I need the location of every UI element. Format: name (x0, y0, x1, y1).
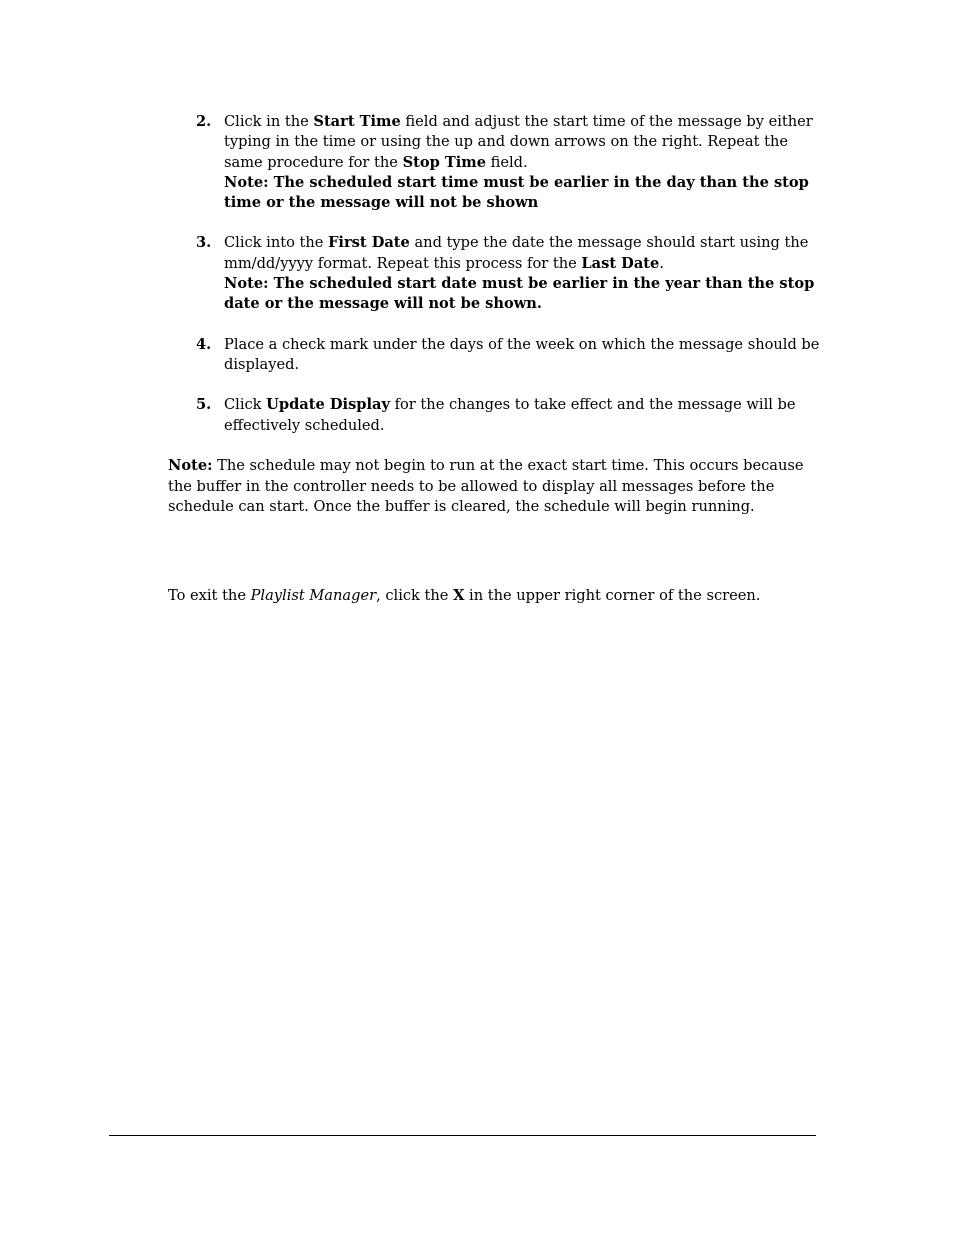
field-name-last-date: Last Date (581, 254, 660, 272)
step-instruction: Place a check mark under the days of the week on which the message should be displayed. (224, 335, 820, 373)
field-name-start-time: Start Time (313, 113, 401, 130)
app-name-playlist-manager: Playlist Manager (250, 587, 377, 604)
step-note: Note: The scheduled start date must be earlier in the year than the stop date or the message will not be shown. (224, 275, 815, 313)
step-instruction: Click in the Start Time field and adjust the start time of the message by either typing in the time or using the up and down arrows on the right. Repeat the same procedure for the Stop Time field. (224, 113, 813, 171)
field-name-stop-time: Stop Time (402, 153, 486, 171)
step-list (168, 112, 828, 436)
step-instruction: Click Update Display for the changes to take effect and the message will be effectively scheduled. (224, 396, 796, 434)
step-number: 5. (196, 396, 212, 414)
step-number: 2. (196, 113, 212, 130)
step-instruction: Click into the First Date and type the date the message should start using the mm/dd/yyyy format. Repeat this process for the Last Date. (224, 234, 809, 272)
step-3 (168, 233, 828, 314)
step-5 (168, 395, 828, 436)
step-note: Note: The scheduled start time must be earlier in the day than the stop time or the message will not be shown (224, 173, 809, 212)
close-x-label: X (453, 587, 465, 604)
step-number: 4. (196, 335, 212, 353)
step-2 (168, 112, 828, 213)
step-number: 3. (196, 234, 212, 252)
button-name-update-display: Update Display (266, 396, 390, 414)
step-4 (168, 335, 828, 376)
note-label: Note: (168, 457, 213, 474)
schedule-note: Note: The schedule may not begin to run at the exact start time. This occurs because the buffer in the controller needs to be allowed to display all messages before the schedule can start. Once the buffer is cleared, the schedule will begin running. (168, 457, 804, 515)
exit-instruction: To exit the Playlist Manager, click the X in the upper right corner of the screen. (168, 587, 761, 604)
footer-divider (109, 1135, 816, 1136)
field-name-first-date: First Date (328, 234, 410, 252)
